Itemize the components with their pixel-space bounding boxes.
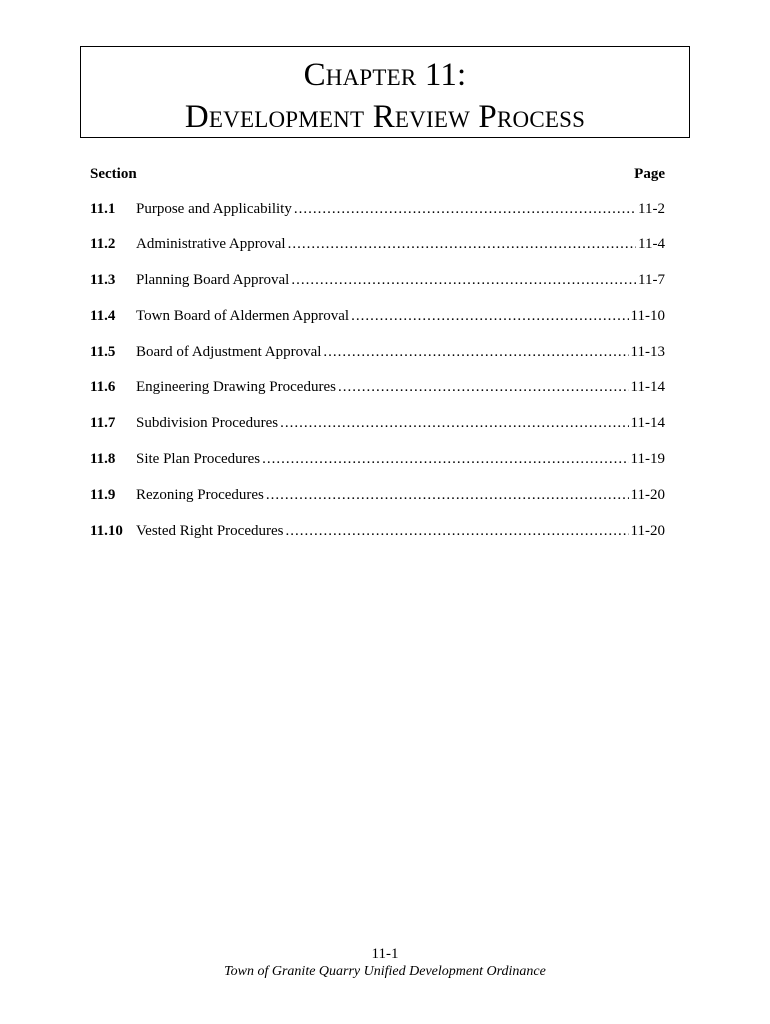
toc-page-number: 11-20 xyxy=(630,523,665,539)
toc-leader-dots xyxy=(280,415,628,432)
toc-section-label: Engineering Drawing Procedures xyxy=(136,379,336,395)
toc-row xyxy=(90,487,665,507)
toc-page-number: 11-10 xyxy=(630,308,665,324)
toc-row xyxy=(90,201,665,221)
toc-page-number: 11-20 xyxy=(630,487,665,503)
toc-page-number: 11-7 xyxy=(638,272,665,288)
toc-section-label: Board of Adjustment Approval xyxy=(136,344,322,360)
toc-page-number: 11-14 xyxy=(630,379,665,395)
toc-page-number: 11-14 xyxy=(630,415,665,431)
chapter-name-title: Development Review Process xyxy=(184,99,586,135)
toc-leader-dots xyxy=(294,201,636,218)
toc-page-number: 11-13 xyxy=(630,344,665,360)
section-column-header: Section xyxy=(90,166,137,182)
toc-section-number: 11.7 xyxy=(90,415,116,431)
toc-section-number: 11.9 xyxy=(90,487,116,503)
toc-section-label: Vested Right Procedures xyxy=(136,523,284,539)
toc-section-label: Site Plan Procedures xyxy=(136,451,261,467)
footer-document-title: Town of Granite Quarry Unified Development Ordinance xyxy=(224,964,546,979)
toc-leader-dots xyxy=(266,487,629,504)
toc-section-number: 11.3 xyxy=(90,272,116,288)
toc-section-label: Subdivision Procedures xyxy=(136,415,279,431)
toc-section-label: Rezoning Procedures xyxy=(136,487,264,503)
toc-leader-dots xyxy=(291,272,636,289)
page-column-header: Page xyxy=(634,166,665,182)
toc-leader-dots xyxy=(288,236,636,253)
toc-row xyxy=(90,523,665,543)
toc-section-number: 11.1 xyxy=(90,201,116,217)
toc-page-number: 11-19 xyxy=(630,451,665,467)
toc-section-number: 11.2 xyxy=(90,236,116,252)
toc-row xyxy=(90,451,665,471)
toc-leader-dots xyxy=(262,451,628,468)
toc-row xyxy=(90,415,665,435)
toc-section-label: Town Board of Aldermen Approval xyxy=(136,308,350,324)
toc-section-label: Administrative Approval xyxy=(136,236,286,252)
toc-section-label: Planning Board Approval xyxy=(136,272,290,288)
footer-page-number: 11-1 xyxy=(371,946,399,962)
toc-section-number: 11.10 xyxy=(90,523,123,539)
toc-row xyxy=(90,236,665,256)
toc-leader-dots xyxy=(323,344,628,361)
toc-section-number: 11.4 xyxy=(90,308,116,324)
chapter-number-title: Chapter 11: xyxy=(303,57,467,93)
toc-leader-dots xyxy=(351,308,628,325)
toc-row xyxy=(90,379,665,399)
toc-section-label: Purpose and Applicability xyxy=(136,201,292,217)
chapter-title-box xyxy=(80,46,690,138)
toc-row xyxy=(90,308,665,328)
toc-page-number: 11-4 xyxy=(638,236,665,252)
toc-row xyxy=(90,272,665,292)
toc-section-number: 11.8 xyxy=(90,451,116,467)
toc-section-number: 11.6 xyxy=(90,379,116,395)
toc-leader-dots xyxy=(338,379,629,396)
toc-row xyxy=(90,344,665,364)
toc-page-number: 11-2 xyxy=(638,201,665,217)
toc-section-number: 11.5 xyxy=(90,344,116,360)
toc-leader-dots xyxy=(285,523,628,540)
